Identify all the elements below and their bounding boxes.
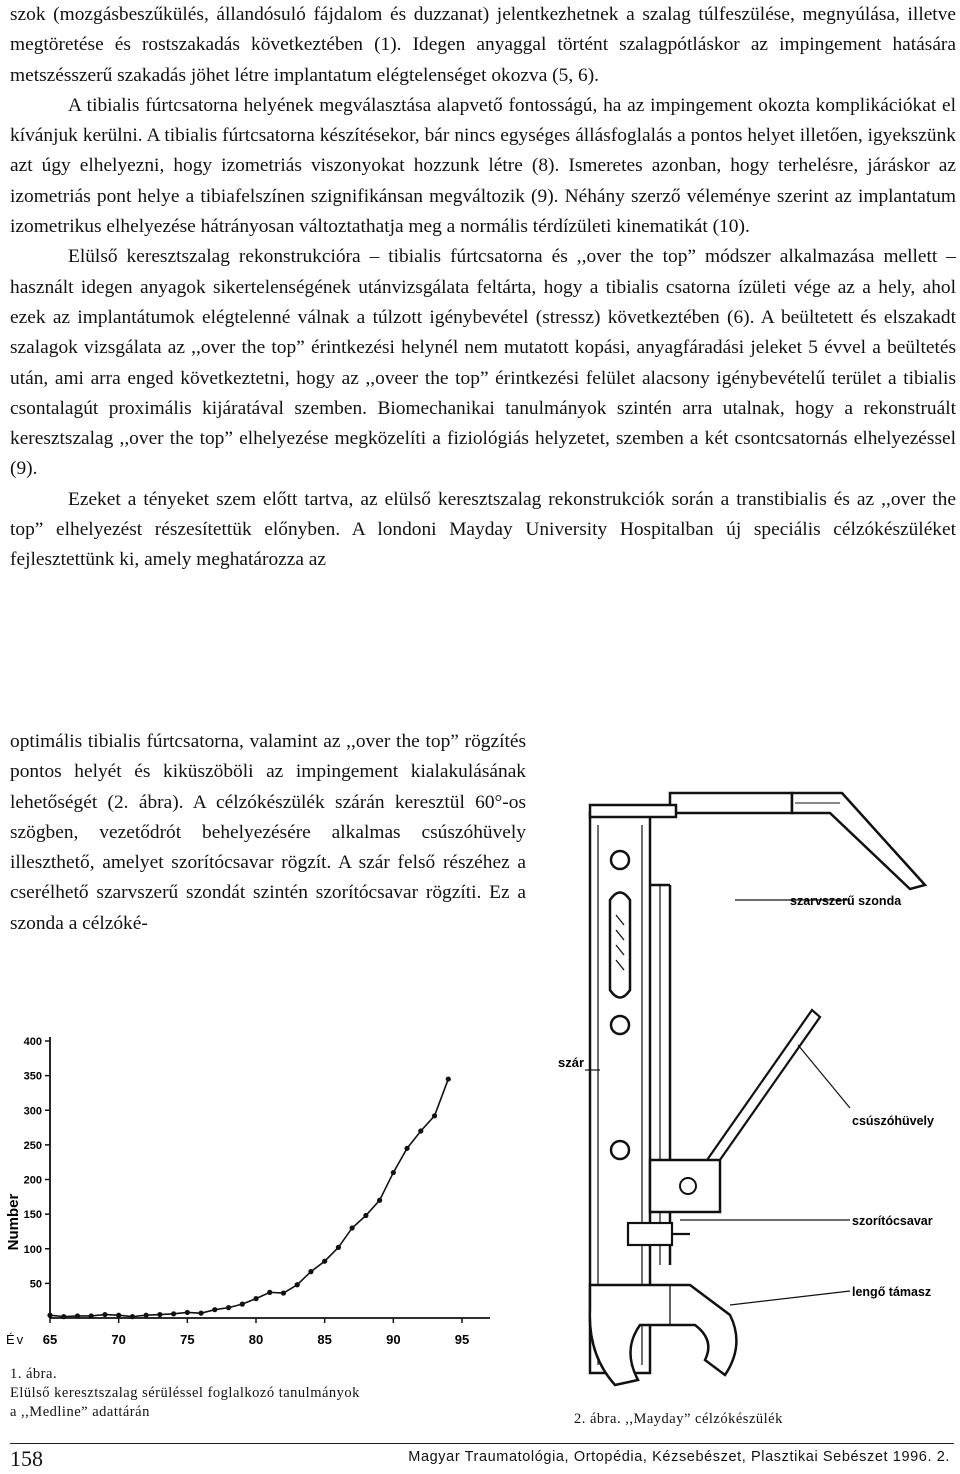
chart-x-tick-label: 85 (317, 1332, 332, 1347)
chart-x-tick-label: 75 (180, 1332, 195, 1347)
chart-data-point (144, 1313, 149, 1318)
chart-data-point (171, 1311, 176, 1316)
label-sliding-sleeve: csúszóhüvely (852, 1114, 934, 1128)
chart-y-tick-label: 350 (23, 1070, 42, 1083)
label-shaft: szár (558, 1055, 585, 1070)
chart-data-point (116, 1313, 121, 1318)
chart-data-point (404, 1146, 409, 1151)
chart-x-axis-label: Év (6, 1332, 26, 1347)
body-text-wrapped-column (10, 727, 526, 939)
chart-data-point (89, 1313, 94, 1318)
chart-x-tick-label: 90 (386, 1332, 401, 1347)
chart-data-point (212, 1307, 217, 1312)
figure-2-aiming-device-drawing (530, 765, 958, 1405)
label-horn-probe: szarvszerű szonda (790, 894, 902, 908)
page-number: 158 (10, 1446, 43, 1471)
chart-data-point (281, 1290, 286, 1295)
chart-data-point (198, 1311, 203, 1316)
chart-data-point (130, 1314, 135, 1319)
paragraph-4-start: Ezeket a tényeket szem előtt tartva, az elülső keresztszalag rekonstrukciók során a transtibialis és az ,,over the top” elhelyezést részesítettük előnyben. A londoni Mayday University Hospitalban új speciális célzókészüléket fejlesztettünk ki, amely meghatározza az (10, 488, 956, 571)
body-text-full-width (10, 0, 956, 576)
chart-y-tick-label: 100 (23, 1243, 42, 1256)
paragraph-3: Elülső keresztszalag rekonstrukcióra – tibialis fúrtcsatorna és ,,over the top” módszer alkalmazása mellett – használt idegen anyagok sikertelenségének utánvizsgálata feltárta, hogy a tibialis csatorna ízületi vége az a hely, ahol ezek az implantátumok elégtelenné válnak a túlzott igénybevétel (stressz) következtében (6). A beültetett és elszakadt szalagok vizsgálata az ,,over the top” érintkezési helynél nem mutatott kopási, anyagfáradási jeleket 5 évvel a beültetés után, ami arra enged következtetni, hogy az ,,oveer the top” érintkezési felület alacsony igénybevételű terület a tibialis csontalagút proximális kijáratával szemben. Biomechanikai tanulmányok szintén arra utalnak, hogy a rekonstruált keresztszalag ,,over the top” elhelyezése megközelíti a fiziológiás helyzetet, szemben a két csontcsatornás elhelyezéssel (9). (10, 246, 956, 480)
chart-x-tick-label: 65 (42, 1332, 58, 1347)
paragraph-1: szok (mozgásbeszűkülés, állandósuló fájdalom és duzzanat) jelentkezhetnek a szalag túlfeszülése, megnyúlása, illetve megtöretése és rostszakadás következtében (1). Idegen anyaggal történt szalagpótláskor az impingement hatására metszésszerű szakadás jöhet létre implantatum elégtelenséget okozva (5, 6). (10, 4, 956, 86)
figure-1-line-chart (0, 1025, 500, 1360)
label-swinging-support: lengő támasz (852, 1285, 932, 1299)
chart-data-point (253, 1296, 258, 1301)
chart-data-point (185, 1310, 190, 1315)
chart-data-point (308, 1269, 313, 1274)
chart-x-tick-label: 80 (248, 1332, 264, 1347)
chart-data-point (47, 1313, 52, 1318)
chart-y-axis-label: Number (5, 1193, 22, 1251)
figure-1-caption-line-1: Elülső keresztszalag sérüléssel foglalkozó tanulmányok (10, 1385, 360, 1401)
chart-data-point (61, 1314, 66, 1319)
device-horn-probe (670, 793, 925, 889)
chart-y-tick-label: 150 (23, 1209, 42, 1222)
chart-data-point (336, 1245, 341, 1250)
chart-series-line (50, 1079, 448, 1317)
figure-2-caption: 2. ábra. ,,Mayday” célzókészülék (574, 1411, 783, 1427)
paragraph-2: A tibialis fúrtcsatorna helyének megválasztása alapvető fontosságú, ha az impingement okozta komplikációkat el kívánjuk kerülni. A tibialis fúrtcsatorna készítésekor, bár nincs egységes állásfoglalás a pontos helyet illetően, igyekszünk azt úgy elhelyezni, hogy izometriás viszonyokat hozzunk létre (8). Ismeretes azonban, hogy terhelésre, járáskor az izometriás pont helye a tibiafelszínen szignifikánsan megváltozik (9). Néhány szerző véleménye szerint az implantatum izometrikus elhelyezése hátrányosan változtathatja meg a normális térdízületi kinematikát (10). (10, 94, 956, 238)
figure-1-caption (10, 1365, 360, 1422)
chart-data-point (267, 1290, 272, 1295)
chart-data-point (322, 1259, 327, 1264)
chart-y-tick-label: 50 (29, 1278, 42, 1291)
chart-data-point (432, 1113, 437, 1118)
chart-data-point (295, 1282, 300, 1287)
figure-1-caption-label: 1. ábra. (10, 1366, 58, 1382)
chart-data-point (363, 1213, 368, 1218)
chart-series-points (47, 1076, 450, 1319)
chart-y-tick-label: 300 (23, 1105, 42, 1118)
footer-rule (10, 1443, 954, 1444)
chart-data-point (418, 1128, 423, 1133)
chart-data-point (391, 1170, 396, 1175)
chart-y-ticks (24, 1036, 50, 1290)
chart-y-tick-label: 250 (23, 1139, 42, 1152)
chart-x-tick-label: 95 (454, 1332, 470, 1347)
chart-data-point (240, 1302, 245, 1307)
device-clamp-screw (628, 1223, 690, 1245)
chart-data-point (350, 1225, 355, 1230)
chart-data-point (75, 1313, 80, 1318)
chart-data-point (226, 1305, 231, 1310)
device-swinging-support (590, 1285, 737, 1385)
device-sliding-sleeve (650, 1010, 820, 1212)
journal-footer: Magyar Traumatológia, Ortopédia, Kézsebészet, Plasztikai Sebészet 1996. 2. (408, 1449, 950, 1465)
chart-y-tick-label: 200 (23, 1174, 42, 1187)
figure-1-caption-line-2: a ,,Medline” adattárán (10, 1404, 150, 1420)
chart-data-point (102, 1312, 107, 1317)
paragraph-4-continued: optimális tibialis fúrtcsatorna, valamint az ,,over the top” rögzítés pontos helyét és kiküszöböli az impingement kialakulásának lehetőségét (2. ábra). A célzókészülék szárán keresztül 60°-os szögben, vezetődrót behelyezésére alkalmas csúszóhüvely illeszthető, amelyet szorítócsavar rögzít. A szár felső részéhez a cserélhető szarvszerű szondát szintén szorítócsavar rögzíti. Ez a szonda a célzóké- (10, 731, 526, 934)
chart-x-ticks (43, 1318, 469, 1347)
chart-data-point (377, 1198, 382, 1203)
chart-y-tick-label: 400 (23, 1036, 42, 1048)
label-clamp-screw: szorítócsavar (852, 1214, 933, 1228)
chart-data-point (446, 1076, 451, 1081)
chart-x-tick-label: 70 (111, 1332, 126, 1347)
chart-data-point (157, 1312, 162, 1317)
